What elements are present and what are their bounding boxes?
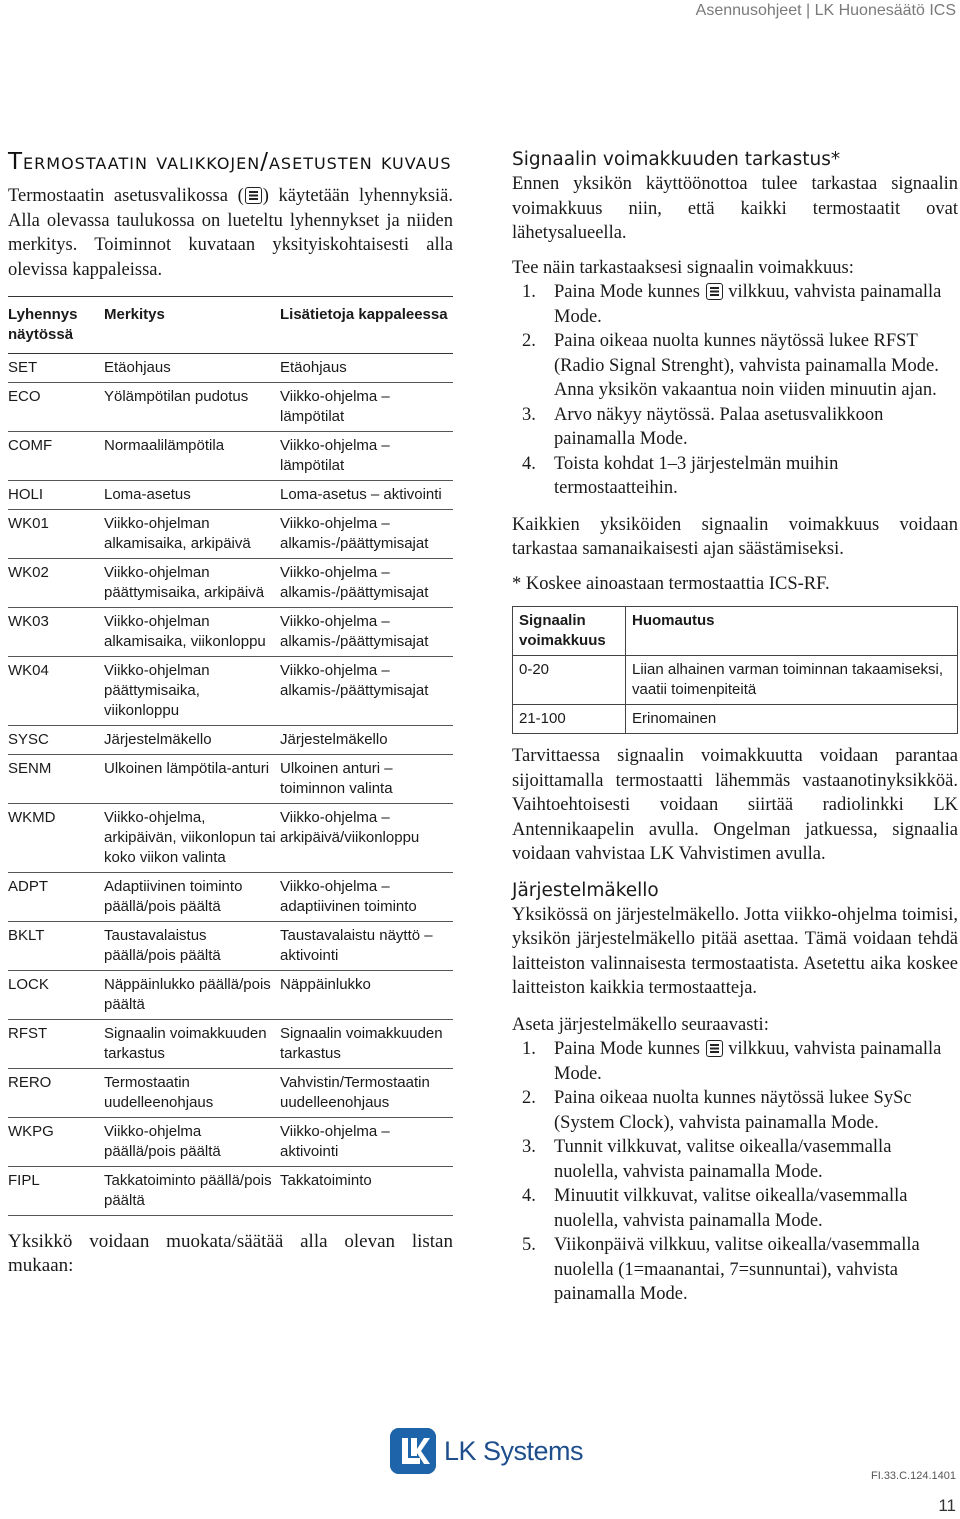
table-row bbox=[8, 1118, 453, 1167]
meaning-cell: Adaptiivinen toiminto päällä/pois päältä bbox=[104, 878, 243, 915]
lk-logo-icon bbox=[390, 1428, 436, 1474]
abbreviation-cell: RFST bbox=[8, 1025, 48, 1042]
signal-strength-title: Signaalin voimakkuuden tarkastus* bbox=[512, 149, 841, 170]
left-column bbox=[8, 148, 453, 1278]
table-row bbox=[8, 1167, 453, 1216]
signal-steps-list bbox=[512, 280, 958, 501]
lk-systems-logo bbox=[390, 1428, 583, 1474]
list-item bbox=[512, 403, 958, 452]
signal-steps-intro: Tee näin tarkastaaksesi signaalin voimakkuus: bbox=[512, 257, 854, 278]
table-header-row bbox=[8, 297, 453, 354]
abbreviation-cell: WK01 bbox=[8, 515, 49, 532]
step-text: Tunnit vilkkuvat, valitse oikealla/vasemmalla nuolella, vahvista painamalla Mode. bbox=[554, 1137, 892, 1182]
meaning-cell: Normaalilämpötila bbox=[104, 437, 225, 454]
table-row bbox=[8, 726, 453, 755]
table-row bbox=[8, 1069, 453, 1118]
more-info-cell: Näppäinlukko bbox=[280, 976, 371, 993]
menu-icon bbox=[245, 187, 262, 204]
step-text: Viikonpäivä vilkkuu, valitse oikealla/vasemmalla nuolella (1=maanantai, 7=sunnuntai), vahvista painamalla Mode. bbox=[554, 1235, 920, 1304]
system-clock-paragraph: Yksikössä on järjestelmäkello. Jotta viikko-ohjelma toimisi, yksikön järjestelmäkello pitää asettaa. Tämä voidaan tehdä laitteiston valinnaisesta termostaatista. Asetettu aika koskee laitteiston kaikkia termostaatteja. bbox=[512, 904, 958, 998]
more-info-cell: Vahvistin/Termostaatin uudelleenohjaus bbox=[280, 1074, 430, 1111]
abbreviation-cell: SYSC bbox=[8, 731, 49, 748]
list-item bbox=[512, 1037, 958, 1086]
col-header-note: Huomautus bbox=[626, 607, 958, 656]
abbreviation-table bbox=[8, 296, 453, 1216]
more-info-cell: Viikko-ohjelma – alkamis-/päättymisajat bbox=[280, 515, 429, 552]
signal-note: Liian alhainen varman toiminnan takaamiseksi, vaatii toimenpiteitä bbox=[626, 656, 958, 705]
meaning-cell: Taustavalaistus päällä/pois päältä bbox=[104, 927, 221, 964]
meaning-cell: Järjestelmäkello bbox=[104, 731, 212, 748]
signal-paragraph: Kaikkien yksiköiden signaalin voimakkuus voidaan tarkastaa samanaikaisesti ajan säästämiseksi. bbox=[512, 514, 958, 559]
table-row bbox=[513, 705, 958, 734]
table-row bbox=[8, 559, 453, 608]
table-row bbox=[8, 432, 453, 481]
col-header-abbreviation: Lyhennys näytössä bbox=[8, 306, 78, 343]
step-text: Paina oikeaa nuolta kunnes näytössä lukee RFST (Radio Signal Strenght), vahvista painamalla Mode. Anna yksikön vakaantua noin viiden minuutin ajan. bbox=[554, 331, 939, 400]
step-number: 2. bbox=[522, 331, 536, 351]
table-row bbox=[8, 755, 453, 804]
meaning-cell: Ulkoinen lämpötila-anturi bbox=[104, 760, 270, 777]
signal-paragraph-2: Tarvittaessa signaalin voimakkuutta voidaan parantaa sijoittamalla termostaatti lähemmäs vastaanotinyksikköä. Vaihtoehtoisesti voidaan siirtää radiolinkki LK Antennikaapelin avulla. Ongelman jatkuessa, signaalia voidaan vahvistaa LK Vahvistimen avulla. bbox=[512, 746, 958, 864]
abbreviation-cell: WKPG bbox=[8, 1123, 54, 1140]
meaning-cell: Näppäinlukko päällä/pois päältä bbox=[104, 976, 271, 1013]
more-info-cell: Viikko-ohjelma – alkamis-/päättymisajat bbox=[280, 613, 429, 650]
clock-steps-list bbox=[512, 1037, 958, 1307]
signal-intro: Ennen yksikön käyttöönottoa tulee tarkastaa signaalin voimakkuus niin, että kaikki termostaatit ovat lähetysalueella. bbox=[512, 174, 958, 243]
abbreviation-cell: SENM bbox=[8, 760, 52, 777]
step-number: 4. bbox=[522, 1186, 536, 1206]
meaning-cell: Viikko-ohjelma, arkipäivän, viikonlopun tai koko viikon valinta bbox=[104, 809, 276, 866]
more-info-cell: Loma-asetus – aktivointi bbox=[280, 486, 442, 503]
list-item bbox=[512, 452, 958, 501]
abbreviation-cell: FIPL bbox=[8, 1172, 40, 1189]
meaning-cell: Etäohjaus bbox=[104, 359, 171, 376]
table-row bbox=[8, 608, 453, 657]
abbreviation-cell: WK02 bbox=[8, 564, 49, 581]
list-item bbox=[512, 1135, 958, 1184]
signal-table-header bbox=[513, 607, 958, 656]
step-text: Toista kohdat 1–3 järjestelmän muihin termostaatteihin. bbox=[554, 453, 839, 498]
table-row bbox=[8, 481, 453, 510]
list-item bbox=[512, 1233, 958, 1307]
logo-wordmark: LK Systems bbox=[444, 1435, 584, 1466]
abbreviation-cell: ADPT bbox=[8, 878, 49, 895]
list-item bbox=[512, 329, 958, 403]
more-info-cell: Viikko-ohjelma – aktivointi bbox=[280, 1123, 390, 1160]
intro-text-start: Termostaatin asetusvalikossa ( bbox=[8, 186, 244, 206]
step-text: Paina Mode kunnes bbox=[554, 282, 705, 302]
table-row bbox=[8, 1020, 453, 1069]
menu-icon bbox=[706, 1040, 723, 1057]
step-number: 3. bbox=[522, 404, 536, 425]
meaning-cell: Signaalin voimakkuuden tarkastus bbox=[104, 1025, 267, 1062]
step-number: 1. bbox=[522, 282, 536, 302]
more-info-cell: Viikko-ohjelma – alkamis-/päättymisajat bbox=[280, 564, 429, 601]
page-number: 11 bbox=[938, 1496, 956, 1515]
abbreviation-cell: WK03 bbox=[8, 613, 49, 630]
table-row bbox=[8, 383, 453, 432]
abbreviation-cell: RERO bbox=[8, 1074, 52, 1091]
step-text-end: vilkkuu, vahvista painamalla Mode. bbox=[554, 1039, 942, 1084]
step-number: 4. bbox=[522, 453, 536, 474]
more-info-cell: Viikko-ohjelma – lämpötilat bbox=[280, 388, 390, 425]
table-row bbox=[8, 510, 453, 559]
step-number: 3. bbox=[522, 1137, 536, 1157]
menu-icon bbox=[706, 283, 723, 300]
intro-text-end: ) käytetään lyhennyksiä. Alla olevassa taulukossa on lueteltu lyhennykset ja niiden merkitys. Toiminnot kuvataan yksityiskohtaisesti alla olevissa kappaleissa. bbox=[8, 186, 453, 280]
signal-note: Erinomainen bbox=[626, 705, 958, 734]
system-clock-title: Järjestelmäkello bbox=[512, 879, 659, 901]
meaning-cell: Viikko-ohjelma päällä/pois päältä bbox=[104, 1123, 221, 1160]
running-header: Asennusohjeet | LK Huonesäätö ICS bbox=[695, 2, 956, 19]
more-info-cell: Ulkoinen anturi – toiminnon valinta bbox=[280, 760, 393, 797]
abbreviation-cell: WKMD bbox=[8, 809, 56, 826]
signal-range: 0-20 bbox=[513, 656, 626, 705]
list-item bbox=[512, 1184, 958, 1233]
more-info-cell: Signaalin voimakkuuden tarkastus bbox=[280, 1025, 443, 1062]
more-info-cell: Takkatoiminto bbox=[280, 1172, 372, 1189]
signal-strength-table bbox=[512, 606, 958, 734]
signal-range: 21-100 bbox=[513, 705, 626, 734]
more-info-cell: Viikko-ohjelma – arkipäivä/viikonloppu bbox=[280, 809, 420, 846]
after-table-text: Yksikkö voidaan muokata/säätää alla olevan listan mukaan: bbox=[8, 1231, 453, 1276]
meaning-cell: Viikko-ohjelman päättymisaika, arkipäivä bbox=[104, 564, 265, 601]
document-code: FI.33.C.124.1401 bbox=[870, 1470, 956, 1482]
step-number: 2. bbox=[522, 1088, 536, 1108]
abbreviation-cell: WK04 bbox=[8, 662, 49, 679]
abbreviation-cell: HOLI bbox=[8, 486, 44, 503]
more-info-cell: Viikko-ohjelma – alkamis-/päättymisajat bbox=[280, 662, 429, 699]
more-info-cell: Etäohjaus bbox=[280, 359, 347, 376]
abbreviation-cell: BKLT bbox=[8, 927, 45, 944]
step-text-end: vilkkuu, vahvista painamalla Mode. bbox=[554, 282, 942, 327]
table-row bbox=[8, 657, 453, 726]
meaning-cell: Viikko-ohjelman alkamisaika, viikonloppu bbox=[104, 613, 266, 650]
table-row bbox=[8, 971, 453, 1020]
step-text: Paina Mode kunnes bbox=[554, 1039, 705, 1059]
step-text: Arvo näkyy näytössä. Palaa asetusvalikkoon painamalla Mode. bbox=[554, 404, 884, 449]
intro-paragraph bbox=[8, 184, 453, 282]
abbreviation-cell: LOCK bbox=[8, 976, 49, 993]
right-column bbox=[512, 148, 958, 1307]
meaning-cell: Viikko-ohjelman alkamisaika, arkipäivä bbox=[104, 515, 251, 552]
col-header-signal: Signaalin voimakkuus bbox=[513, 607, 626, 656]
more-info-cell: Viikko-ohjelma – lämpötilat bbox=[280, 437, 390, 474]
section-title: Termostaatin valikkojen/asetusten kuvaus bbox=[8, 149, 452, 175]
col-header-meaning: Merkitys bbox=[104, 306, 165, 323]
table-row bbox=[8, 873, 453, 922]
meaning-cell: Viikko-ohjelman päättymisaika, viikonloppu bbox=[104, 662, 210, 719]
step-number: 1. bbox=[522, 1039, 536, 1059]
table-row bbox=[8, 354, 453, 383]
list-item bbox=[512, 280, 958, 329]
more-info-cell: Viikko-ohjelma – adaptiivinen toiminto bbox=[280, 878, 417, 915]
meaning-cell: Termostaatin uudelleenohjaus bbox=[104, 1074, 214, 1111]
step-number: 5. bbox=[522, 1235, 536, 1255]
more-info-cell: Taustavalaistu näyttö – aktivointi bbox=[280, 927, 433, 964]
meaning-cell: Takkatoiminto päällä/pois päältä bbox=[104, 1172, 272, 1209]
abbreviation-cell: ECO bbox=[8, 388, 41, 405]
step-text: Paina oikeaa nuolta kunnes näytössä lukee SySc (System Clock), vahvista painamalla Mode. bbox=[554, 1088, 912, 1133]
table-row bbox=[8, 922, 453, 971]
table-row bbox=[8, 804, 453, 873]
abbreviation-cell: COMF bbox=[8, 437, 53, 454]
footnote: * Koskee ainoastaan termostaattia ICS-RF. bbox=[512, 573, 830, 594]
clock-steps-intro: Aseta järjestelmäkello seuraavasti: bbox=[512, 1014, 769, 1035]
meaning-cell: Yölämpötilan pudotus bbox=[104, 388, 249, 405]
table-row bbox=[513, 656, 958, 705]
more-info-cell: Järjestelmäkello bbox=[280, 731, 388, 748]
list-item bbox=[512, 1086, 958, 1135]
step-text: Minuutit vilkkuvat, valitse oikealla/vasemmalla nuolella, vahvista painamalla Mode. bbox=[554, 1186, 908, 1231]
abbreviation-cell: SET bbox=[8, 359, 38, 376]
meaning-cell: Loma-asetus bbox=[104, 486, 191, 503]
col-header-more-info: Lisätietoja kappaleessa bbox=[280, 306, 448, 323]
